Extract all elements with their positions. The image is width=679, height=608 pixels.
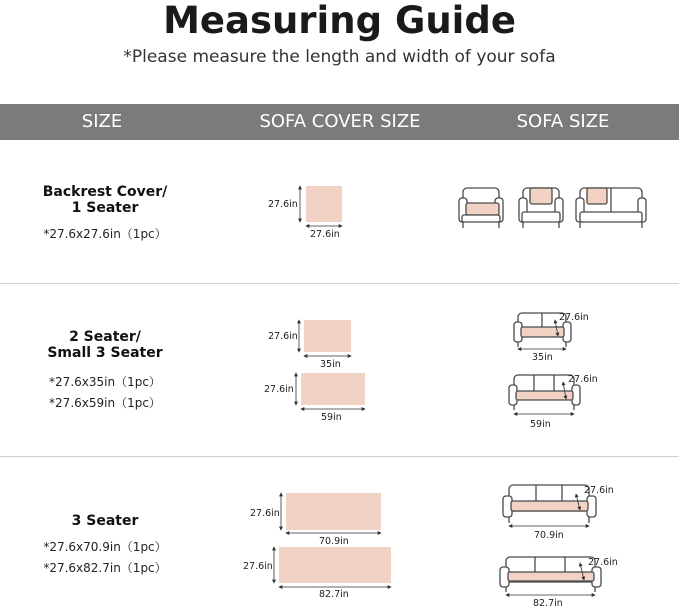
sofa-width-label: 35in [532, 352, 553, 363]
cover-width-label: 82.7in [319, 589, 349, 600]
column-header-sofa-size: SOFA SIZE [516, 111, 610, 132]
size-name-line: 3 Seater [71, 513, 139, 529]
cover-rect [304, 320, 351, 352]
page-subtitle: *Please measure the length and width of your sofa [123, 47, 556, 67]
cover-height-label: 27.6in [264, 384, 294, 395]
size-name-line: 2 Seater/ [69, 329, 141, 345]
cover-diagram-35 [268, 320, 351, 370]
column-header-size: SIZE [81, 111, 123, 132]
cover-width-label: 70.9in [319, 536, 349, 547]
size-name-line: Backrest Cover/ [42, 184, 168, 200]
cover-diagram-59 [264, 373, 365, 423]
sofa-height-label: 27.6in [568, 374, 598, 385]
cover-rect [279, 547, 391, 583]
size-spec: *27.6x59in（1pc） [49, 396, 161, 410]
cover-rect [301, 373, 365, 405]
cover-height-label: 27.6in [243, 561, 273, 572]
cover-diagram-backrest [268, 186, 342, 240]
cover-height-label: 27.6in [250, 508, 280, 519]
cover-diagram-82-7 [243, 547, 391, 600]
size-spec: *27.6x82.7in（1pc） [43, 561, 167, 575]
column-header-sofa-cover-size: SOFA COVER SIZE [259, 111, 421, 132]
sofa-height-label: 27.6in [588, 557, 618, 568]
size-name-line: Small 3 Seater [47, 345, 163, 361]
size-spec: *27.6x35in（1pc） [49, 375, 161, 389]
three-seater-icon [503, 485, 614, 541]
sofa-width-label: 70.9in [534, 530, 564, 541]
size-name-line: 1 Seater [71, 200, 139, 216]
cover-height-label: 27.6in [268, 199, 298, 210]
cover-width-label: 35in [320, 359, 341, 370]
large-three-seater-icon [500, 557, 618, 608]
loveseat-icon [514, 312, 589, 363]
cover-diagram-70-9 [250, 493, 381, 547]
armchair-seat-cover-icon [459, 188, 503, 228]
sofa-width-label: 82.7in [533, 598, 563, 608]
size-spec: *27.6x27.6in（1pc） [43, 227, 167, 241]
cover-width-label: 27.6in [310, 229, 340, 240]
cover-rect [306, 186, 342, 222]
sofa-height-label: 27.6in [559, 312, 589, 323]
cover-width-label: 59in [321, 412, 342, 423]
loveseat-backrest-cover-icon [576, 188, 646, 228]
armchair-backrest-cover-icon [519, 188, 563, 228]
small-three-seater-icon [509, 374, 598, 430]
sofa-height-label: 27.6in [584, 485, 614, 496]
size-spec: *27.6x70.9in（1pc） [43, 540, 167, 554]
page-title: Measuring Guide [163, 0, 516, 42]
cover-rect [286, 493, 381, 530]
cover-height-label: 27.6in [268, 331, 298, 342]
sofa-width-label: 59in [530, 419, 551, 430]
